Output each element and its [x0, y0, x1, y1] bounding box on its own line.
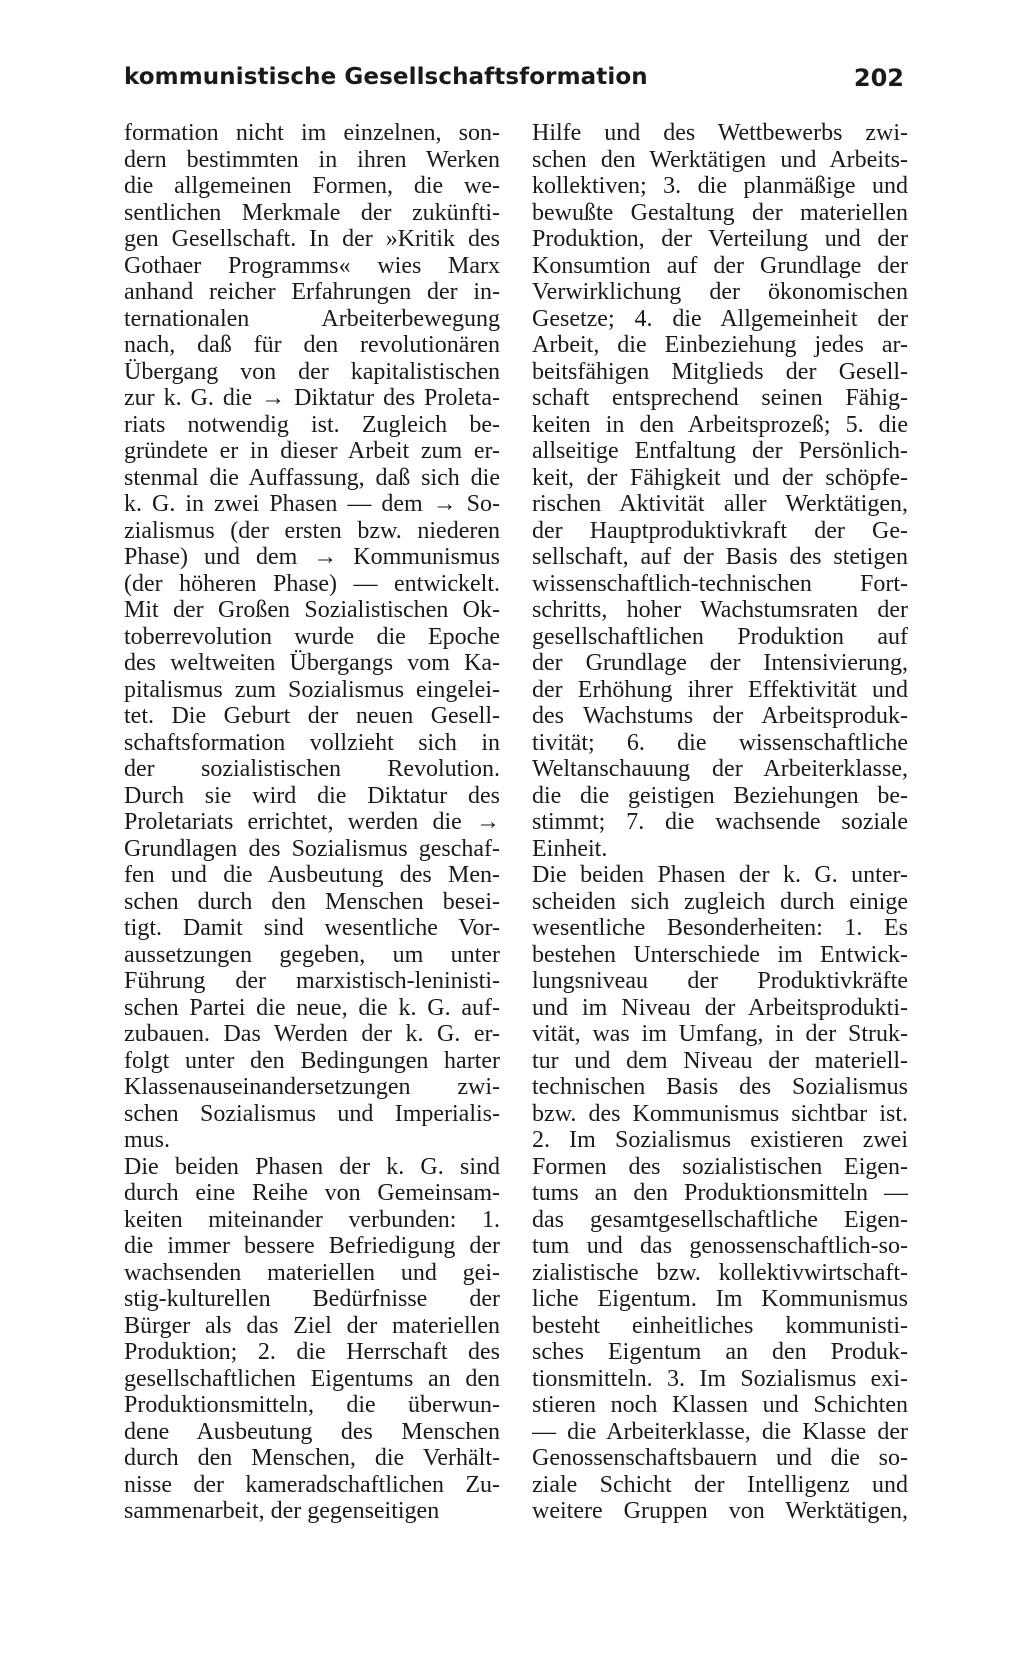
text-line: sammenarbeit, der gegenseitigen: [124, 1498, 440, 1524]
text-line: gründete er in dieser Arbeit zum er-: [124, 438, 500, 464]
text-line: wesentliche Besonderheiten: 1. Es: [532, 915, 908, 941]
text-line: kollektiven; 3. die planmäßige und: [532, 173, 908, 199]
text-line: tionsmitteln. 3. Im Sozialismus exi-: [532, 1365, 908, 1392]
text-line: zialismus (der ersten bzw. niederen: [124, 517, 500, 544]
text-line: der Hauptproduktivkraft der Ge-: [532, 517, 908, 544]
text-line: Verwirklichung der ökonomischen: [532, 279, 908, 305]
text-line: Produktion, der Verteilung und der: [532, 226, 908, 252]
text-line: bestehen Unterschiede im Entwick-: [532, 941, 908, 968]
text-line: Formen des sozialistischen Eigen-: [532, 1153, 908, 1180]
text-column-right: [532, 120, 908, 1525]
text-line: lungsniveau der Produktivkräfte: [532, 968, 908, 994]
text-line: gen Gesellschaft. In der »Kritik des: [124, 226, 500, 252]
text-line: k. G. in zwei Phasen — dem → So-: [124, 491, 500, 517]
text-line: des weltweiten Übergangs vom Ka-: [124, 650, 500, 676]
text-line: sellschaft, auf der Basis des stetigen: [532, 544, 908, 570]
text-line: und im Niveau der Arbeitsprodukti-: [532, 994, 908, 1021]
text-line: schen den Werktätigen und Arbeits-: [532, 146, 908, 173]
text-line: Gesetze; 4. die Allgemeinheit der: [532, 305, 908, 332]
text-line: Konsumtion auf der Grundlage der: [532, 252, 908, 279]
text-line: folgt unter den Bedingungen harter: [124, 1047, 500, 1074]
text-line: tums an den Produktionsmitteln —: [532, 1180, 908, 1206]
text-line: keit, der Fähigkeit und der schöpfe-: [532, 464, 908, 491]
running-header: [124, 64, 904, 104]
text-line: rischen Aktivität aller Werktätigen,: [532, 491, 908, 517]
text-line: tet. Die Geburt der neuen Gesell-: [124, 703, 500, 729]
text-line: pitalismus zum Sozialismus eingelei-: [124, 676, 500, 703]
text-line: nisse der kameradschaftlichen Zu-: [124, 1471, 500, 1498]
text-line: stenmal die Auffassung, daß sich die: [124, 464, 500, 491]
text-line: aussetzungen gegeben, um unter: [124, 941, 500, 968]
text-line: Produktionsmitteln, die überwun-: [124, 1392, 500, 1418]
text-line: Grundlagen des Sozialismus geschaf-: [124, 835, 500, 862]
text-line: Übergang von der kapitalistischen: [124, 358, 500, 385]
text-line: riats notwendig ist. Zugleich be-: [124, 411, 500, 438]
text-line: die allgemeinen Formen, die we-: [124, 173, 500, 199]
text-line: (der höheren Phase) — entwickelt.: [124, 570, 500, 597]
text-line: Produktion; 2. die Herrschaft des: [124, 1339, 500, 1365]
text-line: Arbeit, die Einbeziehung jedes ar-: [532, 332, 908, 358]
text-line: stimmt; 7. die wachsende soziale: [532, 809, 908, 835]
text-line: schaft entsprechend seinen Fähig-: [532, 385, 908, 411]
text-line: besteht einheitliches kommunisti-: [532, 1312, 908, 1339]
text-line: keiten in den Arbeitsprozeß; 5. die: [532, 411, 908, 438]
text-line: die die geistigen Beziehungen be-: [532, 782, 908, 809]
text-line: durch eine Reihe von Gemeinsam-: [124, 1180, 500, 1206]
text-line: der Grundlage der Intensivierung,: [532, 650, 908, 676]
text-line: nach, daß für den revolutionären: [124, 332, 500, 358]
text-line: liche Eigentum. Im Kommunismus: [532, 1286, 908, 1312]
text-line: tigt. Damit sind wesentliche Vor-: [124, 915, 500, 941]
text-line: Phase) und dem → Kommunismus: [124, 544, 500, 570]
text-line: anhand reicher Erfahrungen der in-: [124, 279, 500, 305]
text-line: ternationalen Arbeiterbewegung: [124, 305, 500, 332]
page-number: 202: [853, 64, 904, 92]
text-line: zialistische bzw. kollektivwirtschaft-: [532, 1259, 908, 1286]
text-line: das gesamtgesellschaftliche Eigen-: [532, 1206, 908, 1233]
text-line: tum und das genossenschaftlich-so-: [532, 1233, 908, 1259]
text-line: bewußte Gestaltung der materiellen: [532, 199, 908, 226]
text-line: keiten miteinander verbunden: 1.: [124, 1206, 500, 1233]
text-line: scheiden sich zugleich durch einige: [532, 888, 908, 915]
text-line: allseitige Entfaltung der Persönlich-: [532, 438, 908, 464]
text-line: ziale Schicht der Intelligenz und: [532, 1471, 908, 1498]
text-line: der sozialistischen Revolution.: [124, 756, 500, 782]
text-line: die immer bessere Befriedigung der: [124, 1233, 500, 1259]
text-line: zubauen. Das Werden der k. G. er-: [124, 1021, 500, 1047]
text-line: zur k. G. die → Diktatur des Proleta-: [124, 385, 500, 411]
text-line: Einheit.: [532, 835, 608, 862]
text-line: 2. Im Sozialismus existieren zwei: [532, 1127, 908, 1153]
text-column-left: [124, 120, 500, 1525]
text-line: sches Eigentum an den Produk-: [532, 1339, 908, 1365]
text-line: schritts, hoher Wachstumsraten der: [532, 597, 908, 623]
text-line: vität, was im Umfang, in der Struk-: [532, 1021, 908, 1047]
text-line: Genossenschaftsbauern und die so-: [532, 1445, 908, 1471]
text-line: sentlichen Merkmale der zukünfti-: [124, 199, 500, 226]
text-line: fen und die Ausbeutung des Men-: [124, 862, 500, 888]
text-line: durch den Menschen, die Verhält-: [124, 1445, 500, 1471]
text-line: Durch sie wird die Diktatur des: [124, 782, 500, 809]
text-line: Mit der Großen Sozialistischen Ok-: [124, 597, 500, 623]
running-title: kommunistische Gesellschaftsformation: [124, 64, 648, 90]
text-line: stieren noch Klassen und Schichten: [532, 1392, 908, 1418]
text-line: des Wachstums der Arbeitsproduk-: [532, 703, 908, 729]
text-line: — die Arbeiterklasse, die Klasse der: [532, 1418, 908, 1445]
text-line: schaftsformation vollzieht sich in: [124, 729, 500, 756]
text-line: bzw. des Kommunismus sichtbar ist.: [532, 1100, 908, 1127]
text-line: Führung der marxistisch-leninisti-: [124, 968, 500, 994]
text-line: dene Ausbeutung des Menschen: [124, 1418, 500, 1445]
text-line: schen durch den Menschen besei-: [124, 888, 500, 915]
text-line: tivität; 6. die wissenschaftliche: [532, 729, 908, 756]
text-line: Hilfe und des Wettbewerbs zwi-: [532, 120, 908, 146]
text-line: der Erhöhung ihrer Effektivität und: [532, 676, 908, 703]
text-line: dern bestimmten in ihren Werken: [124, 146, 500, 173]
text-line: Proletariats errichtet, werden die →: [124, 809, 500, 835]
text-line: toberrevolution wurde die Epoche: [124, 623, 500, 650]
text-line: Gothaer Programms« wies Marx: [124, 252, 500, 279]
text-line: mus.: [124, 1127, 171, 1153]
text-line: Bürger als das Ziel der materiellen: [124, 1312, 500, 1339]
text-line: technischen Basis des Sozialismus: [532, 1074, 908, 1100]
text-line: weitere Gruppen von Werktätigen,: [532, 1498, 908, 1524]
text-line: schen Sozialismus und Imperialis-: [124, 1100, 500, 1127]
text-line: Die beiden Phasen der k. G. sind: [124, 1153, 500, 1180]
text-line: wissenschaftlich-technischen Fort-: [532, 570, 908, 597]
text-line: beitsfähigen Mitglieds der Gesell-: [532, 358, 908, 385]
text-line: Weltanschauung der Arbeiterklasse,: [532, 756, 908, 782]
text-line: gesellschaftlichen Eigentums an den: [124, 1365, 500, 1392]
text-line: gesellschaftlichen Produktion auf: [532, 623, 908, 650]
text-line: schen Partei die neue, die k. G. auf-: [124, 994, 500, 1021]
text-line: Klassenauseinandersetzungen zwi-: [124, 1074, 500, 1100]
text-line: stig-kulturellen Bedürfnisse der: [124, 1286, 500, 1312]
text-line: Die beiden Phasen der k. G. unter-: [532, 862, 908, 888]
text-line: tur und dem Niveau der materiell-: [532, 1047, 908, 1074]
text-line: wachsenden materiellen und gei-: [124, 1259, 500, 1286]
text-line: formation nicht im einzelnen, son-: [124, 120, 500, 146]
